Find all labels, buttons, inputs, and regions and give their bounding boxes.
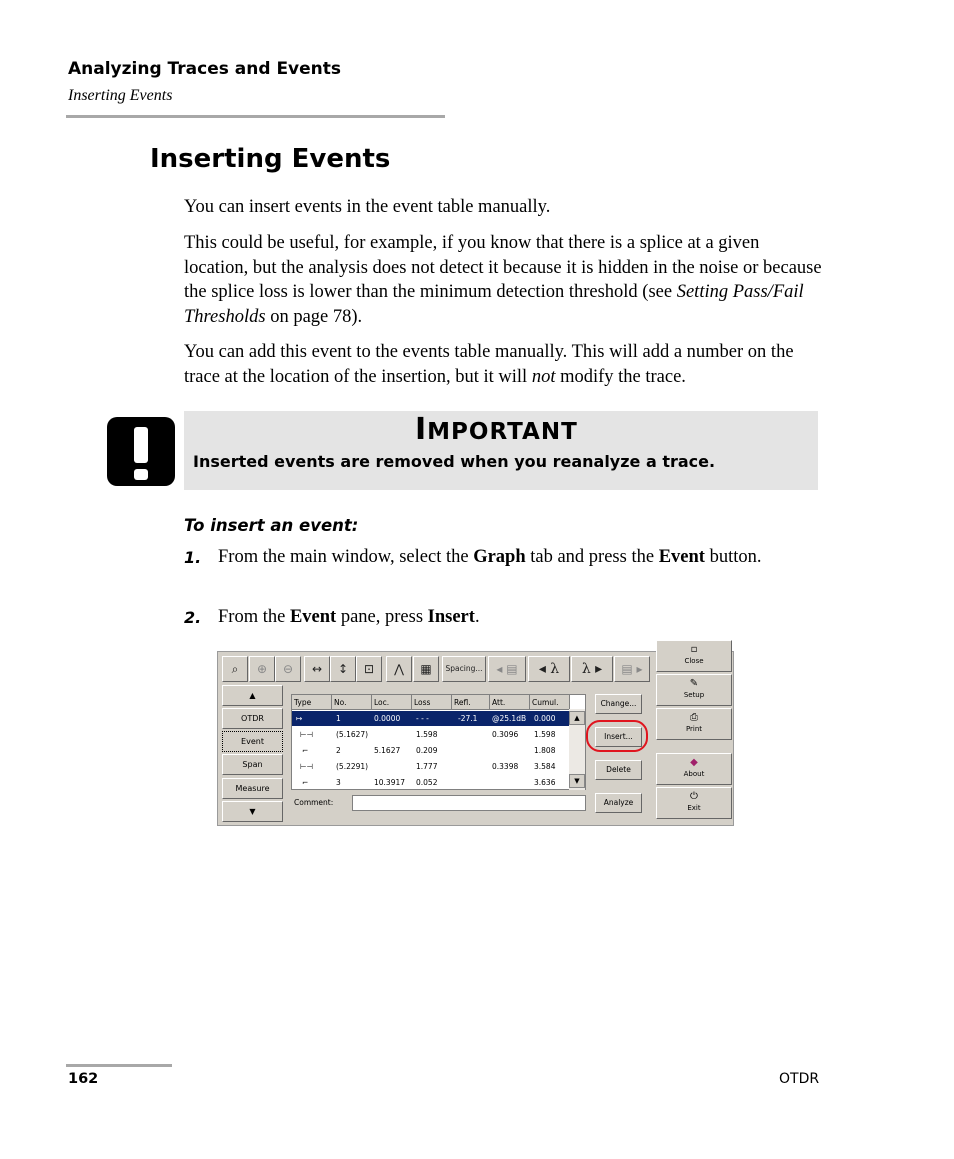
exclamation-icon xyxy=(107,417,175,486)
insert-highlight-ring xyxy=(586,720,648,752)
use-case-paragraph: This could be useful, for example, if you know that there is a splice at a given location, but the analysis does not detect it because it is hidden in the noise or because the splice loss is lower than the minimum detection threshold (see Setting Pass/Fail Thresholds on page 78). xyxy=(184,233,822,327)
cross-reference-link[interactable]: Setting Pass/Fail Thresholds xyxy=(184,282,804,327)
table-row[interactable]: ⊢⊣ (5.1627) 1.598 0.3096 1.598 xyxy=(300,730,556,739)
step-number: 2. xyxy=(184,608,202,627)
printer-icon: ⎙ xyxy=(690,712,698,723)
comment-label: Comment: xyxy=(294,798,334,807)
previous-wavelength-button[interactable]: ◂ λ xyxy=(528,656,570,682)
scroll-up-icon[interactable]: ▲ xyxy=(222,685,283,706)
scroll-up-icon[interactable]: ▲ xyxy=(569,711,585,725)
analyze-button[interactable]: Analyze xyxy=(595,793,642,813)
close-button[interactable]: ▫ Close xyxy=(656,640,732,672)
close-icon: ▫ xyxy=(690,644,698,655)
next-wavelength-button[interactable]: λ ▸ xyxy=(571,656,613,682)
intro-paragraph: You can insert events in the event table manually. xyxy=(184,197,551,217)
pulse-icon[interactable]: ⋀ xyxy=(386,656,412,682)
procedure-heading: To insert an event: xyxy=(184,516,359,535)
about-button[interactable]: ◆ About xyxy=(656,753,732,785)
tab-event[interactable]: Event xyxy=(222,731,283,752)
change-button[interactable]: Change... xyxy=(595,694,642,714)
zoom-in-icon[interactable]: ⊕ xyxy=(249,656,275,682)
section-heading: Inserting Events xyxy=(150,144,391,174)
comment-input[interactable] xyxy=(352,795,586,811)
important-text: Inserted events are removed when you reanalyze a trace. xyxy=(193,452,716,471)
step-text: From the Event pane, press Insert. xyxy=(218,607,480,627)
column-header[interactable]: Cumul. xyxy=(530,695,570,710)
print-button[interactable]: ⎙ Print xyxy=(656,708,732,740)
zoom-fit-icon[interactable]: ⌕ xyxy=(222,656,248,682)
header-rule xyxy=(66,115,445,118)
insert-button[interactable]: Insert... xyxy=(595,727,642,747)
column-header[interactable]: No. xyxy=(332,695,372,710)
column-header[interactable]: Refl. xyxy=(452,695,490,710)
table-scrollbar[interactable] xyxy=(569,709,585,790)
column-header[interactable]: Loc. xyxy=(372,695,412,710)
table-row[interactable]: ⌐ 3 10.3917 0.052 3.636 xyxy=(302,778,556,787)
delete-button[interactable]: Delete xyxy=(595,760,642,780)
running-header-subtitle: Inserting Events xyxy=(68,87,173,104)
power-icon: ⏻ xyxy=(690,791,698,802)
tab-measure[interactable]: Measure xyxy=(222,778,283,799)
zoom-vertical-icon[interactable]: ↕ xyxy=(330,656,356,682)
footer-rule xyxy=(66,1064,172,1067)
step-text: From the main window, select the Graph tab and press the Event button. xyxy=(218,547,762,567)
column-header[interactable]: Type xyxy=(292,695,332,710)
exit-button[interactable]: ⏻ Exit xyxy=(656,787,732,819)
otdr-event-pane-screenshot xyxy=(217,644,734,826)
spacing-button[interactable]: Spacing... xyxy=(442,656,486,682)
about-book-icon: ◆ xyxy=(690,757,698,768)
important-title: IMPORTANT xyxy=(415,412,578,447)
column-header[interactable]: Att. xyxy=(490,695,530,710)
tab-otdr[interactable]: OTDR xyxy=(222,708,283,729)
setup-icon: ✎ xyxy=(689,678,699,689)
setup-button[interactable]: ✎ Setup xyxy=(656,674,732,706)
product-name: OTDR xyxy=(779,1071,820,1087)
scroll-down-icon[interactable]: ▼ xyxy=(222,801,283,822)
zoom-area-icon[interactable]: ⊡ xyxy=(356,656,382,682)
table-row[interactable]: ↦ 1 0.0000 - - - -27.1 @25.1dB 0.000 xyxy=(292,711,570,726)
next-trace-icon[interactable]: ▤ ▸ xyxy=(614,656,650,682)
tab-span[interactable]: Span xyxy=(222,754,283,775)
effect-paragraph: You can add this event to the events table manually. This will add a number on the trace at the location of the insertion, but it will not modify the trace. xyxy=(184,342,794,387)
page-number: 162 xyxy=(68,1071,99,1087)
scroll-down-icon[interactable]: ▼ xyxy=(569,774,585,788)
previous-trace-icon[interactable]: ◂ ▤ xyxy=(488,656,526,682)
step-number: 1. xyxy=(184,548,202,567)
running-header-title: Analyzing Traces and Events xyxy=(68,59,342,79)
table-row[interactable]: ⌐ 2 5.1627 0.209 1.808 xyxy=(302,746,556,755)
zoom-out-icon[interactable]: ⊖ xyxy=(275,656,301,682)
column-header[interactable]: Loss xyxy=(412,695,452,710)
table-row[interactable]: ⊢⊣ (5.2291) 1.777 0.3398 3.584 xyxy=(300,762,556,771)
markers-icon[interactable]: ▦ xyxy=(413,656,439,682)
zoom-horizontal-icon[interactable]: ↔ xyxy=(304,656,330,682)
event-table xyxy=(291,694,586,790)
